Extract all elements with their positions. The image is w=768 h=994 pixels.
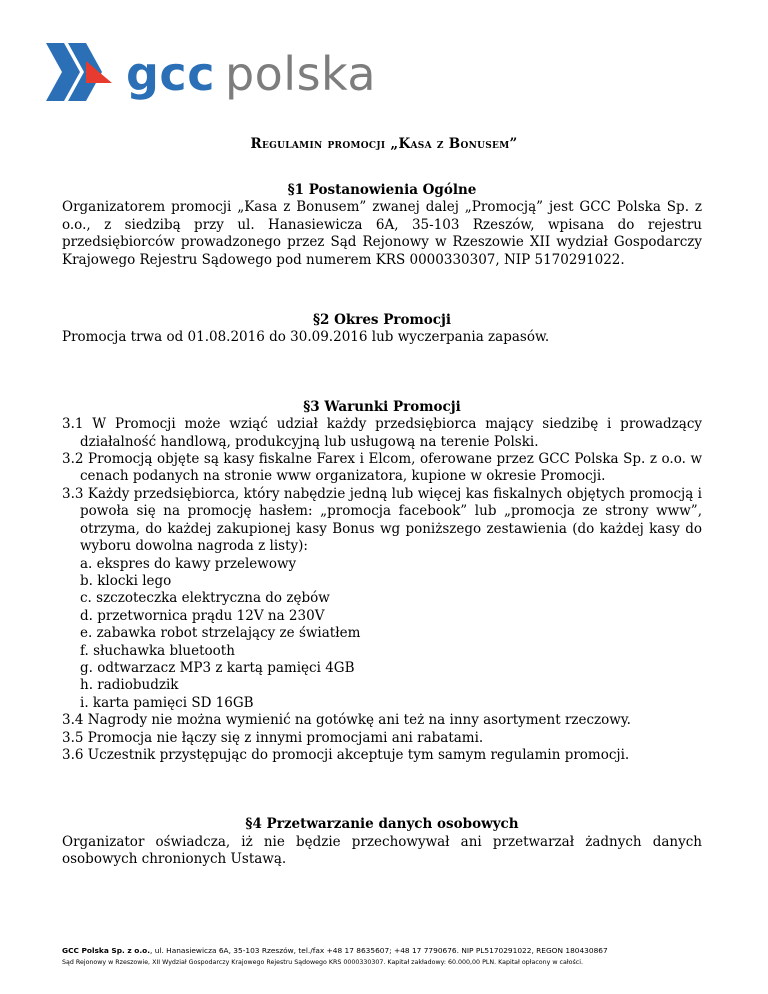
footer-address: , ul. Hanasiewicza 6A, 35-103 Rzeszów, tel./fax +48 17 8635607; +48 17 7790676. NIP PL5170291022, REGON 180430867: [150, 946, 608, 955]
logo-gcc-text: gcc: [126, 47, 215, 101]
gcc-logo-mark-icon: [42, 39, 116, 105]
section-2-text: Promocja trwa od 01.08.2016 do 30.09.2016 lub wyczerpania zapasów.: [62, 329, 550, 346]
condition-3-1: 3.1 W Promocji może wziąć udział każdy przedsiębiorca mający siedzibę i prowadzący działalność handlową, produkcyjną lub usługową na terenie Polski.: [62, 416, 702, 450]
prize-item: d. przetwornica prądu 12V na 230V: [80, 607, 325, 624]
prize-item: h. radiobudzik: [80, 677, 179, 694]
condition-3-2: 3.2 Promocją objęte są kasy fiskalne Farex i Elcom, oferowane przez GCC Polska Sp. z o.o. w cenach podanych na stronie www organizatora, kupione w okresie Promocji.: [62, 451, 702, 485]
prize-item: a. ekspres do kawy przelewowy: [80, 555, 297, 572]
section-1: [62, 182, 702, 269]
condition-3-6: 3.6 Uczestnik przystępując do promocji akceptuje tym samym regulamin promocji.: [62, 746, 630, 763]
section-4: [62, 816, 702, 868]
condition-3-3: 3.3 Każdy przedsiębiorca, który nabędzie jedną lub więcej kas fiskalnych objętych promocją i powoła się na promocję hasłem: „promocja facebook” lub „promocja ze strony www”, otrzyma, do każdej zakupionej kasy Bonus wg poniższego zestawienia (do każdej kasy do wyboru dowolna nagroda z listy):: [62, 485, 702, 555]
prize-item: e. zabawka robot strzelający ze światłem: [80, 625, 361, 642]
section-4-heading: §4 Przetwarzanie danych osobowych: [245, 816, 519, 833]
condition-3-5: 3.5 Promocja nie łączy się z innymi promocjami ani rabatami.: [62, 729, 484, 746]
prize-item: f. słuchawka bluetooth: [80, 642, 235, 659]
footer-line-1: [62, 946, 712, 955]
section-2-heading: §2 Okres Promocji: [312, 312, 452, 329]
logo-polska-text: polska: [224, 47, 377, 101]
prize-item: b. klocki lego: [80, 572, 172, 589]
footer-line-2: Sąd Rejonowy w Rzeszowie, XII Wydział Gospodarczy Krajowego Rejestru Sądowego KRS 0000330307. Kapitał zakładowy: 60.000,00 PLN. Kapitał opłacony w całości.: [62, 959, 583, 966]
prize-list: [62, 556, 702, 713]
section-3-heading: §3 Warunki Promocji: [303, 398, 461, 415]
prize-item: i. karta pamięci SD 16GB: [80, 694, 254, 711]
company-logo: [42, 36, 382, 108]
footer-company-name: GCC Polska Sp. z o.o.: [62, 946, 151, 955]
page-footer: [62, 946, 712, 966]
section-3: [62, 399, 702, 765]
condition-3-4: 3.4 Nagrody nie można wymienić na gotówkę ani też na inny asortyment rzeczowy.: [62, 712, 631, 729]
document-body: [62, 182, 702, 869]
logo-wordmark: [126, 47, 377, 101]
section-1-text: Organizatorem promocji „Kasa z Bonusem” zwanej dalej „Promocją” jest GCC Polska Sp. z o.o., z siedzibą przy ul. Hanasiewicza 6A, 35-103 Rzeszów, wpisana do rejestru przedsiębiorców prowadzonego przez Sąd Rejonowy w Rzeszowie XII wydział Gospodarczy Krajowego Rejestru Sądowego pod numerem KRS 0000330307, NIP 5170291022.: [62, 199, 702, 268]
section-4-text: Organizator oświadcza, iż nie będzie przechowywał ani przetwarzał żadnych danych osobowych chronionych Ustawą.: [62, 833, 702, 868]
document-title: Regulamin promocji „Kasa z Bonusem”: [250, 136, 518, 152]
prize-item: g. odtwarzacz MP3 z kartą pamięci 4GB: [80, 659, 355, 676]
prize-item: c. szczoteczka elektryczna do zębów: [80, 590, 330, 607]
section-1-heading: §1 Postanowienia Ogólne: [287, 182, 477, 198]
section-2: [62, 312, 702, 347]
